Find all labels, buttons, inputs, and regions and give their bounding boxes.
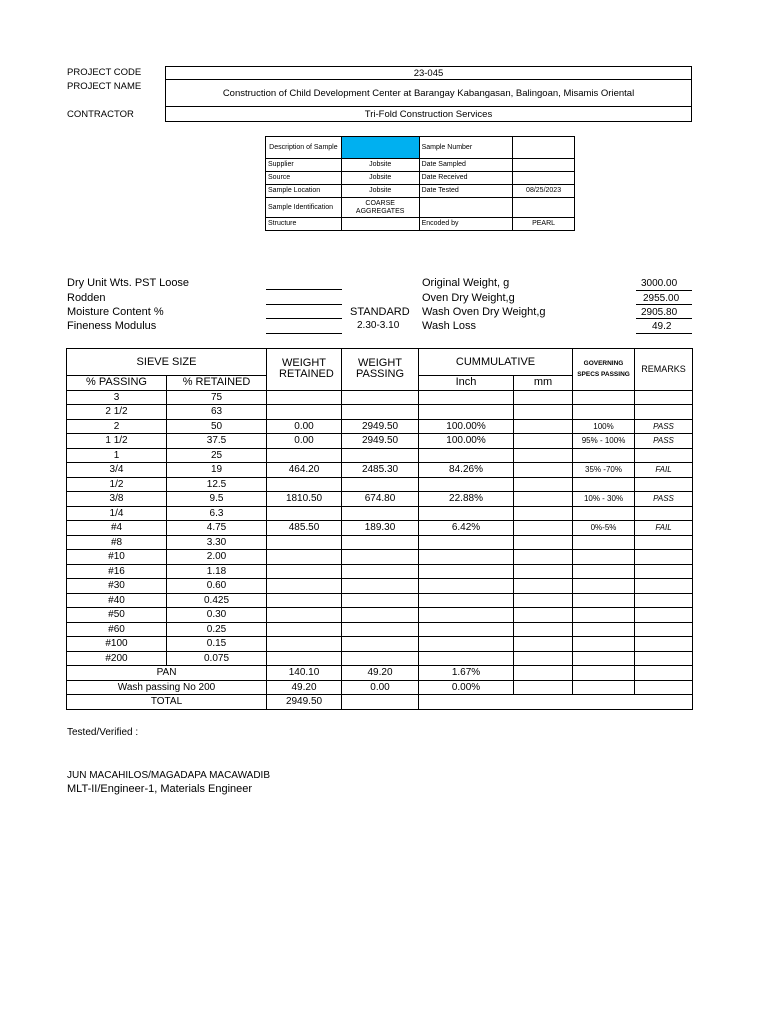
wash-row-label: Wash passing No 200: [67, 680, 267, 695]
dry-unit-line: [266, 289, 342, 290]
table-row: [67, 550, 693, 565]
sieve-inch-cell: 3: [67, 390, 167, 405]
pan-row-label: PAN: [67, 666, 267, 681]
spec-passing-cell: 100%: [573, 419, 635, 434]
sieve-size-header: SIEVE SIZE: [67, 349, 267, 376]
pct-passing-cell: [419, 506, 514, 521]
pan-row-wp: 49.20: [342, 666, 419, 681]
table-row: [67, 390, 693, 405]
spec-passing-cell: [573, 593, 635, 608]
total-row-empty: [573, 695, 635, 710]
pan-row-empty: [635, 666, 693, 681]
sample-info-table: [265, 136, 575, 231]
wash-row-empty: [573, 680, 635, 695]
original-weight-line: [636, 290, 692, 291]
sample-number-label: Sample Number: [419, 137, 513, 159]
pct-retained-cell: [514, 637, 573, 652]
pct-passing-cell: [419, 651, 514, 666]
fineness-line: [266, 333, 342, 334]
original-weight-label: Original Weight, g: [422, 277, 510, 289]
pct-retained-cell: [514, 579, 573, 594]
pan-row: [67, 666, 693, 681]
remark-cell: [635, 637, 693, 652]
specs-header: GOVERNING SPECS PASSING: [573, 349, 635, 391]
sieve-mm-cell: 19: [167, 463, 267, 478]
table-row: [67, 434, 693, 449]
table-row: [67, 405, 693, 420]
pan-row-empty: [514, 666, 573, 681]
spec-passing-cell: 10% - 30%: [573, 492, 635, 507]
source-label: Source: [266, 172, 342, 185]
remark-cell: [635, 535, 693, 550]
project-code-value: 23-045: [165, 66, 692, 80]
standard-label: STANDARD: [350, 306, 410, 318]
sample-number-value: [513, 137, 575, 159]
sieve-inch-cell: #40: [67, 593, 167, 608]
sieve-mm-cell: 0.30: [167, 608, 267, 623]
remark-cell: PASS: [635, 434, 693, 449]
spec-passing-cell: [573, 448, 635, 463]
source-value: Jobsite: [341, 172, 419, 185]
weight-retained-cell: 1810.50: [267, 492, 342, 507]
weight-passing-cell: 674.80: [342, 492, 419, 507]
identification-label: Sample Identification: [266, 198, 342, 218]
sieve-mm-cell: 3.30: [167, 535, 267, 550]
remark-cell: FAIL: [635, 521, 693, 536]
spec-passing-cell: [573, 608, 635, 623]
weight-retained-cell: [267, 535, 342, 550]
oven-dry-value: 2955.00: [643, 293, 680, 304]
sieve-inch-cell: #100: [67, 637, 167, 652]
location-label: Sample Location: [266, 185, 342, 198]
remarks-header: REMARKS: [635, 349, 693, 391]
weight-retained-cell: [267, 651, 342, 666]
sieve-mm-cell: 25: [167, 448, 267, 463]
spec-passing-cell: [573, 535, 635, 550]
weight-retained-cell: [267, 608, 342, 623]
sieve-inch-cell: 2: [67, 419, 167, 434]
weight-retained-cell: [267, 579, 342, 594]
date-sampled-label: Date Sampled: [419, 159, 513, 172]
pct-retained-cell: [514, 535, 573, 550]
weight-retained-header: WEIGHT RETAINED: [267, 349, 342, 391]
weight-retained-cell: [267, 550, 342, 565]
sieve-inch-cell: #4: [67, 521, 167, 536]
structure-value: [341, 218, 419, 231]
spec-passing-cell: [573, 637, 635, 652]
moisture-line: [266, 318, 342, 319]
pct-passing-cell: 6.42%: [419, 521, 514, 536]
identification-empty-1: [419, 198, 513, 218]
spec-passing-cell: [573, 477, 635, 492]
weight-passing-cell: [342, 593, 419, 608]
table-row: [67, 463, 693, 478]
pct-retained-cell: [514, 521, 573, 536]
tested-verified-label: Tested/Verified :: [67, 727, 139, 738]
date-tested-label: Date Tested: [419, 185, 513, 198]
sieve-inch-cell: #200: [67, 651, 167, 666]
table-row: [67, 637, 693, 652]
sieve-mm-cell: 37.5: [167, 434, 267, 449]
wash-oven-value: 2905.80: [641, 307, 678, 318]
project-name-value: Construction of Child Development Center at Barangay Kabangasan, Balingoan, Misamis Oriental: [165, 80, 692, 107]
weight-retained-cell: [267, 506, 342, 521]
weight-passing-cell: [342, 390, 419, 405]
sieve-mm-cell: 0.075: [167, 651, 267, 666]
sieve-inch-cell: #30: [67, 579, 167, 594]
pct-retained-cell: [514, 448, 573, 463]
wash-loss-label: Wash Loss: [422, 320, 477, 332]
pct-retained-cell: [514, 434, 573, 449]
table-row: [67, 608, 693, 623]
remark-cell: [635, 390, 693, 405]
sieve-mm-cell: 0.425: [167, 593, 267, 608]
pct-passing-cell: [419, 550, 514, 565]
remark-cell: [635, 564, 693, 579]
pct-passing-cell: [419, 637, 514, 652]
total-row-label: TOTAL: [67, 695, 267, 710]
weight-passing-cell: 2949.50: [342, 419, 419, 434]
wash-row-empty: [635, 680, 693, 695]
pct-retained-cell: [514, 564, 573, 579]
pct-passing-cell: [419, 579, 514, 594]
pct-passing-cell: 100.00%: [419, 434, 514, 449]
sieve-mm-cell: 0.25: [167, 622, 267, 637]
wash-row: [67, 680, 693, 695]
wash-row-wr: 49.20: [267, 680, 342, 695]
pct-retained-cell: [514, 405, 573, 420]
wash-loss-line: [636, 333, 692, 334]
mm-col-header: mm: [514, 376, 573, 391]
table-row: [67, 535, 693, 550]
pct-retained-cell: [514, 419, 573, 434]
cumulative-header: CUMMULATIVE: [419, 349, 573, 376]
location-value: Jobsite: [341, 185, 419, 198]
pct-retained-cell: [514, 390, 573, 405]
pct-retained-cell: [514, 622, 573, 637]
table-row: [67, 521, 693, 536]
sieve-inch-cell: 1: [67, 448, 167, 463]
total-row-wr: 2949.50: [267, 695, 342, 710]
pct-retained-cell: [514, 593, 573, 608]
pct-retained-cell: [514, 463, 573, 478]
pct-passing-cell: 100.00%: [419, 419, 514, 434]
table-row: [67, 579, 693, 594]
sieve-mm-cell: 50: [167, 419, 267, 434]
sieve-mm-cell: 75: [167, 390, 267, 405]
weight-retained-cell: [267, 637, 342, 652]
table-row: [67, 564, 693, 579]
remark-cell: [635, 448, 693, 463]
signatory-title: MLT-II/Engineer-1, Materials Engineer: [67, 783, 253, 795]
contractor-label: CONTRACTOR: [67, 109, 134, 120]
sieve-inch-cell: #50: [67, 608, 167, 623]
weight-passing-cell: [342, 637, 419, 652]
pct-retained-cell: [514, 550, 573, 565]
pct-retained-cell: [514, 506, 573, 521]
sieve-inch-cell: 2 1/2: [67, 405, 167, 420]
structure-label: Structure: [266, 218, 342, 231]
weight-retained-cell: [267, 390, 342, 405]
wash-oven-label: Wash Oven Dry Weight,g: [422, 306, 546, 318]
pct-passing-cell: [419, 535, 514, 550]
contractor-value: Tri-Fold Construction Services: [165, 107, 692, 122]
remark-cell: [635, 506, 693, 521]
weight-passing-cell: [342, 651, 419, 666]
oven-dry-label: Oven Dry Weight,g: [422, 292, 515, 304]
standard-value: 2.30-3.10: [357, 320, 400, 331]
table-row: [67, 622, 693, 637]
pct-retained-cell: [514, 651, 573, 666]
pct-passing-cell: [419, 448, 514, 463]
project-code-label: PROJECT CODE: [67, 67, 142, 78]
total-row-pp: [419, 695, 514, 710]
sieve-mm-cell: 2.00: [167, 550, 267, 565]
sieve-inch-cell: #16: [67, 564, 167, 579]
spec-passing-cell: [573, 651, 635, 666]
sieve-mm-cell: 0.60: [167, 579, 267, 594]
spec-passing-cell: 95% - 100%: [573, 434, 635, 449]
sieve-inch-cell: 1/4: [67, 506, 167, 521]
pct-passing-cell: [419, 564, 514, 579]
wash-row-pp: 0.00%: [419, 680, 514, 695]
wash-row-wp: 0.00: [342, 680, 419, 695]
rodden-line: [266, 304, 342, 305]
sieve-mm-cell: 1.18: [167, 564, 267, 579]
remark-cell: FAIL: [635, 463, 693, 478]
spec-passing-cell: [573, 390, 635, 405]
wash-oven-line: [636, 318, 692, 319]
date-tested-value: 08/25/2023: [513, 185, 575, 198]
pct-passing-cell: [419, 390, 514, 405]
date-received-label: Date Received: [419, 172, 513, 185]
pct-passing-cell: 84.26%: [419, 463, 514, 478]
encoded-by-value: PEARL: [513, 218, 575, 231]
remark-cell: PASS: [635, 419, 693, 434]
total-row-wp: [342, 695, 419, 710]
spec-passing-cell: [573, 622, 635, 637]
spec-passing-cell: 0%-5%: [573, 521, 635, 536]
weight-passing-cell: 189.30: [342, 521, 419, 536]
total-row: [67, 695, 693, 710]
moisture-label: Moisture Content %: [67, 306, 164, 318]
original-weight-value: 3000.00: [641, 278, 678, 289]
sieve-inch-cell: 3/4: [67, 463, 167, 478]
pct-passing-cell: 22.88%: [419, 492, 514, 507]
description-label: Description of Sample: [266, 137, 342, 159]
table-row: [67, 477, 693, 492]
remark-cell: [635, 593, 693, 608]
weight-retained-cell: [267, 564, 342, 579]
table-row: [67, 651, 693, 666]
remark-cell: [635, 608, 693, 623]
weight-passing-cell: 2485.30: [342, 463, 419, 478]
wash-row-empty: [514, 680, 573, 695]
signatory-name: JUN MACAHILOS/MAGADAPA MACAWADIB: [67, 770, 270, 781]
pct-retained-header: % RETAINED: [167, 376, 267, 391]
sieve-mm-cell: 63: [167, 405, 267, 420]
pct-retained-cell: [514, 477, 573, 492]
sieve-inch-cell: 1/2: [67, 477, 167, 492]
inch-col-header: Inch: [419, 376, 514, 391]
date-sampled-value: [513, 159, 575, 172]
weight-passing-cell: [342, 506, 419, 521]
weight-retained-cell: 0.00: [267, 419, 342, 434]
weight-retained-cell: 0.00: [267, 434, 342, 449]
weight-passing-cell: [342, 579, 419, 594]
remark-cell: [635, 651, 693, 666]
fineness-label: Fineness Modulus: [67, 320, 157, 332]
weight-passing-cell: [342, 622, 419, 637]
pct-passing-header: % PASSING: [67, 376, 167, 391]
spec-passing-cell: [573, 506, 635, 521]
weight-passing-cell: [342, 535, 419, 550]
pct-retained-cell: [514, 608, 573, 623]
remark-cell: PASS: [635, 492, 693, 507]
spec-passing-cell: [573, 564, 635, 579]
spec-passing-cell: [573, 579, 635, 594]
spec-passing-cell: [573, 550, 635, 565]
table-row: [67, 506, 693, 521]
total-row-empty: [514, 695, 573, 710]
project-name-label: PROJECT NAME: [67, 81, 142, 92]
sieve-mm-cell: 0.15: [167, 637, 267, 652]
pct-passing-cell: [419, 405, 514, 420]
sieve-inch-cell: #60: [67, 622, 167, 637]
weight-retained-cell: [267, 622, 342, 637]
date-received-value: [513, 172, 575, 185]
supplier-label: Supplier: [266, 159, 342, 172]
weight-passing-cell: [342, 564, 419, 579]
remark-cell: [635, 622, 693, 637]
table-row: [67, 419, 693, 434]
table-row: [67, 492, 693, 507]
oven-dry-line: [636, 304, 692, 305]
remark-cell: [635, 579, 693, 594]
encoded-by-label: Encoded by: [419, 218, 513, 231]
dry-unit-label: Dry Unit Wts. PST Loose: [67, 277, 190, 289]
description-value: [341, 137, 419, 159]
weight-retained-cell: [267, 593, 342, 608]
spec-passing-cell: 35% -70%: [573, 463, 635, 478]
identification-value: COARSE AGGREGATES: [341, 198, 419, 218]
pan-row-empty: [573, 666, 635, 681]
weight-retained-cell: 464.20: [267, 463, 342, 478]
total-row-empty: [635, 695, 693, 710]
weight-retained-cell: 485.50: [267, 521, 342, 536]
remark-cell: [635, 550, 693, 565]
weight-passing-cell: [342, 405, 419, 420]
pct-passing-cell: [419, 608, 514, 623]
table-row: [67, 593, 693, 608]
weight-passing-cell: [342, 608, 419, 623]
weight-passing-cell: [342, 550, 419, 565]
spec-passing-cell: [573, 405, 635, 420]
sieve-inch-cell: #10: [67, 550, 167, 565]
sieve-inch-cell: 1 1/2: [67, 434, 167, 449]
pct-passing-cell: [419, 477, 514, 492]
pan-row-wr: 140.10: [267, 666, 342, 681]
sieve-inch-cell: #8: [67, 535, 167, 550]
weight-retained-cell: [267, 448, 342, 463]
wash-loss-value: 49.2: [652, 321, 672, 332]
identification-empty-2: [513, 198, 575, 218]
weight-passing-cell: [342, 448, 419, 463]
weight-passing-header: WEIGHT PASSING: [342, 349, 419, 391]
weight-passing-cell: 2949.50: [342, 434, 419, 449]
weight-retained-cell: [267, 405, 342, 420]
sieve-inch-cell: 3/8: [67, 492, 167, 507]
pan-row-pp: 1.67%: [419, 666, 514, 681]
weight-passing-cell: [342, 477, 419, 492]
sieve-mm-cell: 6.3: [167, 506, 267, 521]
remark-cell: [635, 405, 693, 420]
remark-cell: [635, 477, 693, 492]
sieve-rows: [67, 390, 693, 709]
sieve-analysis-table: [66, 348, 693, 710]
table-row: [67, 448, 693, 463]
weight-retained-cell: [267, 477, 342, 492]
sieve-mm-cell: 9.5: [167, 492, 267, 507]
pct-retained-cell: [514, 492, 573, 507]
sieve-mm-cell: 12.5: [167, 477, 267, 492]
sieve-mm-cell: 4.75: [167, 521, 267, 536]
rodden-label: Rodden: [67, 292, 106, 304]
pct-passing-cell: [419, 622, 514, 637]
supplier-value: Jobsite: [341, 159, 419, 172]
pct-passing-cell: [419, 593, 514, 608]
